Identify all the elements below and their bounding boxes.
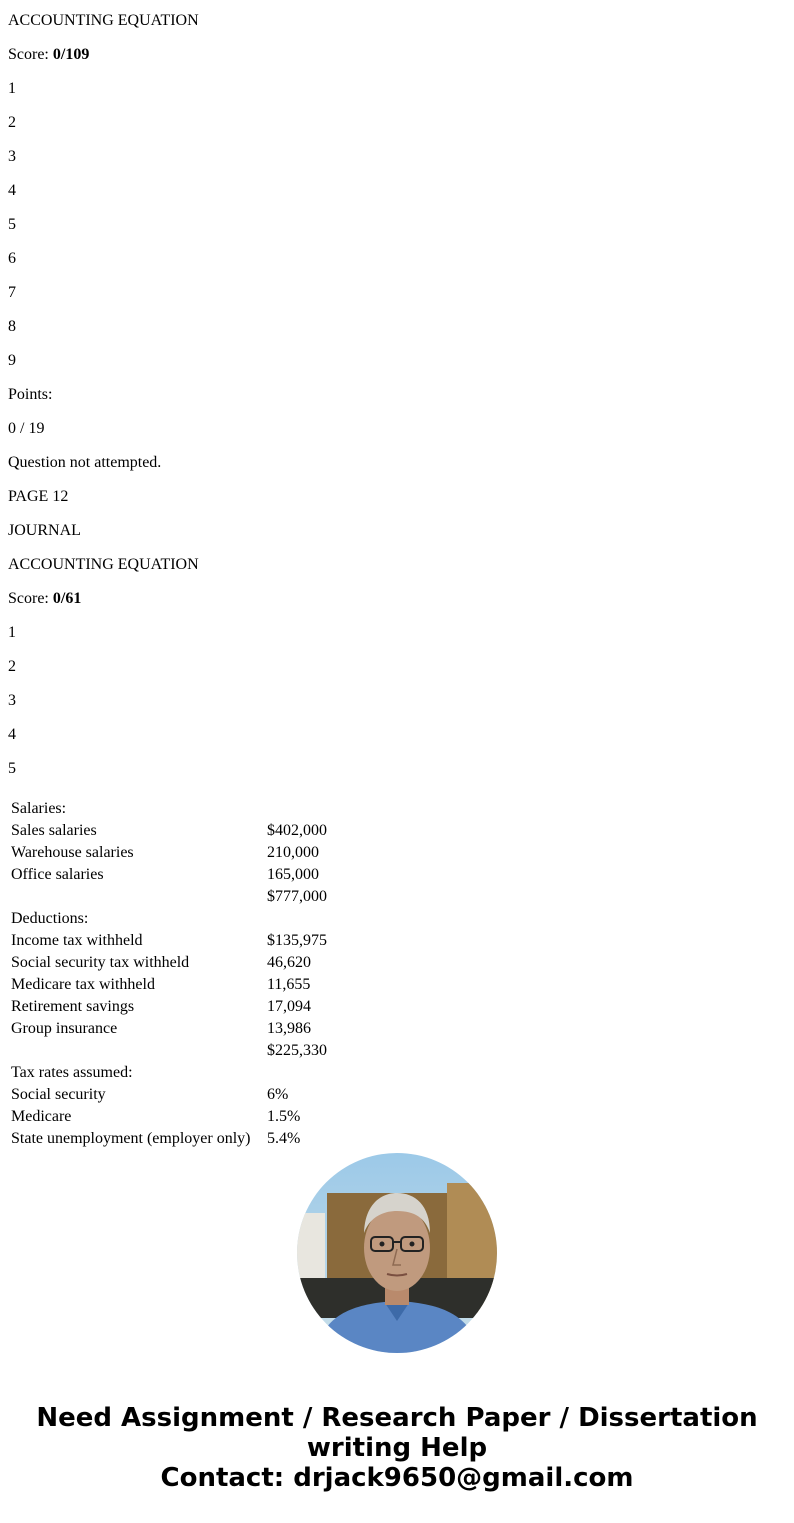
payroll-row-value: 5.4% <box>267 1130 301 1147</box>
payroll-row <box>10 931 328 951</box>
question-number[interactable]: 1 <box>8 80 16 97</box>
score-value: 0/109 <box>52 46 90 63</box>
payroll-row-value: 6% <box>267 1086 289 1103</box>
payroll-row-value: $225,330 <box>267 1042 327 1059</box>
section1-score <box>8 46 786 64</box>
payroll-row-value: 11,655 <box>267 976 311 993</box>
payroll-row <box>10 1019 328 1039</box>
promo-line-2: writing Help <box>306 1433 488 1463</box>
payroll-row-value: 165,000 <box>267 866 319 883</box>
payroll-table <box>8 797 330 1151</box>
payroll-row <box>10 1041 328 1061</box>
payroll-table-body <box>10 799 328 1149</box>
payroll-row-label: Office salaries <box>11 866 104 883</box>
payroll-row <box>10 997 328 1017</box>
payroll-row-label: Income tax withheld <box>11 932 143 949</box>
question-number[interactable]: 8 <box>8 318 16 335</box>
payroll-row-label: Warehouse salaries <box>11 844 134 861</box>
document-body <box>8 0 786 778</box>
payroll-row <box>10 909 328 929</box>
question-number[interactable]: 2 <box>8 114 16 131</box>
payroll-row-label <box>10 887 264 907</box>
payroll-row-label <box>10 1041 264 1061</box>
question-number[interactable]: 6 <box>8 250 16 267</box>
payroll-row <box>10 865 328 885</box>
points-label: Points: <box>8 386 53 403</box>
payroll-row-value <box>266 909 328 929</box>
payroll-row-label: Retirement savings <box>11 998 135 1015</box>
question-number[interactable]: 5 <box>8 760 16 777</box>
payroll-row <box>10 1085 328 1105</box>
payroll-row-value: $777,000 <box>267 888 327 905</box>
promo-line-1: Need Assignment / Research Paper / Dissertation <box>36 1403 758 1433</box>
payroll-row-value <box>266 799 328 819</box>
payroll-row <box>10 1129 328 1149</box>
payroll-row <box>10 843 328 863</box>
question-number[interactable]: 2 <box>8 658 16 675</box>
score-label: Score: <box>8 46 53 63</box>
question-number[interactable]: 4 <box>8 726 16 743</box>
question-number[interactable]: 7 <box>8 284 16 301</box>
payroll-row <box>10 953 328 973</box>
author-avatar <box>297 1153 497 1353</box>
question-number[interactable]: 5 <box>8 216 16 233</box>
payroll-row-label: Tax rates assumed: <box>11 1064 133 1081</box>
payroll-row-label: Medicare <box>11 1108 72 1125</box>
question-number[interactable]: 9 <box>8 352 16 369</box>
section2-score <box>8 590 786 608</box>
question-number[interactable]: 4 <box>8 182 16 199</box>
payroll-row-label: Social security <box>11 1086 106 1103</box>
payroll-row-label: Medicare tax withheld <box>11 976 155 993</box>
payroll-row <box>10 1063 328 1083</box>
payroll-row-label: Deductions: <box>11 910 89 927</box>
score-label: Score: <box>8 590 53 607</box>
avatar-portrait <box>297 1153 497 1353</box>
payroll-row-value: 13,986 <box>267 1020 311 1037</box>
payroll-row-value: 17,094 <box>267 998 311 1015</box>
payroll-row-value: 46,620 <box>267 954 311 971</box>
journal-label: JOURNAL <box>8 522 81 539</box>
payroll-row <box>10 1107 328 1127</box>
page-label: PAGE 12 <box>8 488 69 505</box>
section1-heading: ACCOUNTING EQUATION <box>8 12 199 29</box>
payroll-row <box>10 975 328 995</box>
payroll-row <box>10 799 328 819</box>
section2-heading: ACCOUNTING EQUATION <box>8 556 199 573</box>
payroll-row-value: $402,000 <box>267 822 327 839</box>
payroll-row-value: 210,000 <box>267 844 319 861</box>
payroll-row-value <box>266 1063 328 1083</box>
question-number[interactable]: 1 <box>8 624 16 641</box>
question-number[interactable]: 3 <box>8 692 16 709</box>
score-value: 0/61 <box>52 590 82 607</box>
payroll-row-label: Social security tax withheld <box>11 954 190 971</box>
payroll-row <box>10 887 328 907</box>
payroll-row <box>10 821 328 841</box>
question-number[interactable]: 3 <box>8 148 16 165</box>
payroll-row-label: Sales salaries <box>11 822 97 839</box>
payroll-row-label: Group insurance <box>11 1020 118 1037</box>
promo-banner <box>0 1403 794 1493</box>
promo-contact[interactable]: Contact: drjack9650@gmail.com <box>160 1463 634 1493</box>
question-status: Question not attempted. <box>8 454 162 471</box>
points-value: 0 / 19 <box>8 420 45 437</box>
payroll-row-label: Salaries: <box>11 800 67 817</box>
payroll-row-value: $135,975 <box>267 932 327 949</box>
payroll-row-label: State unemployment (employer only) <box>11 1130 251 1147</box>
payroll-row-value: 1.5% <box>267 1108 301 1125</box>
